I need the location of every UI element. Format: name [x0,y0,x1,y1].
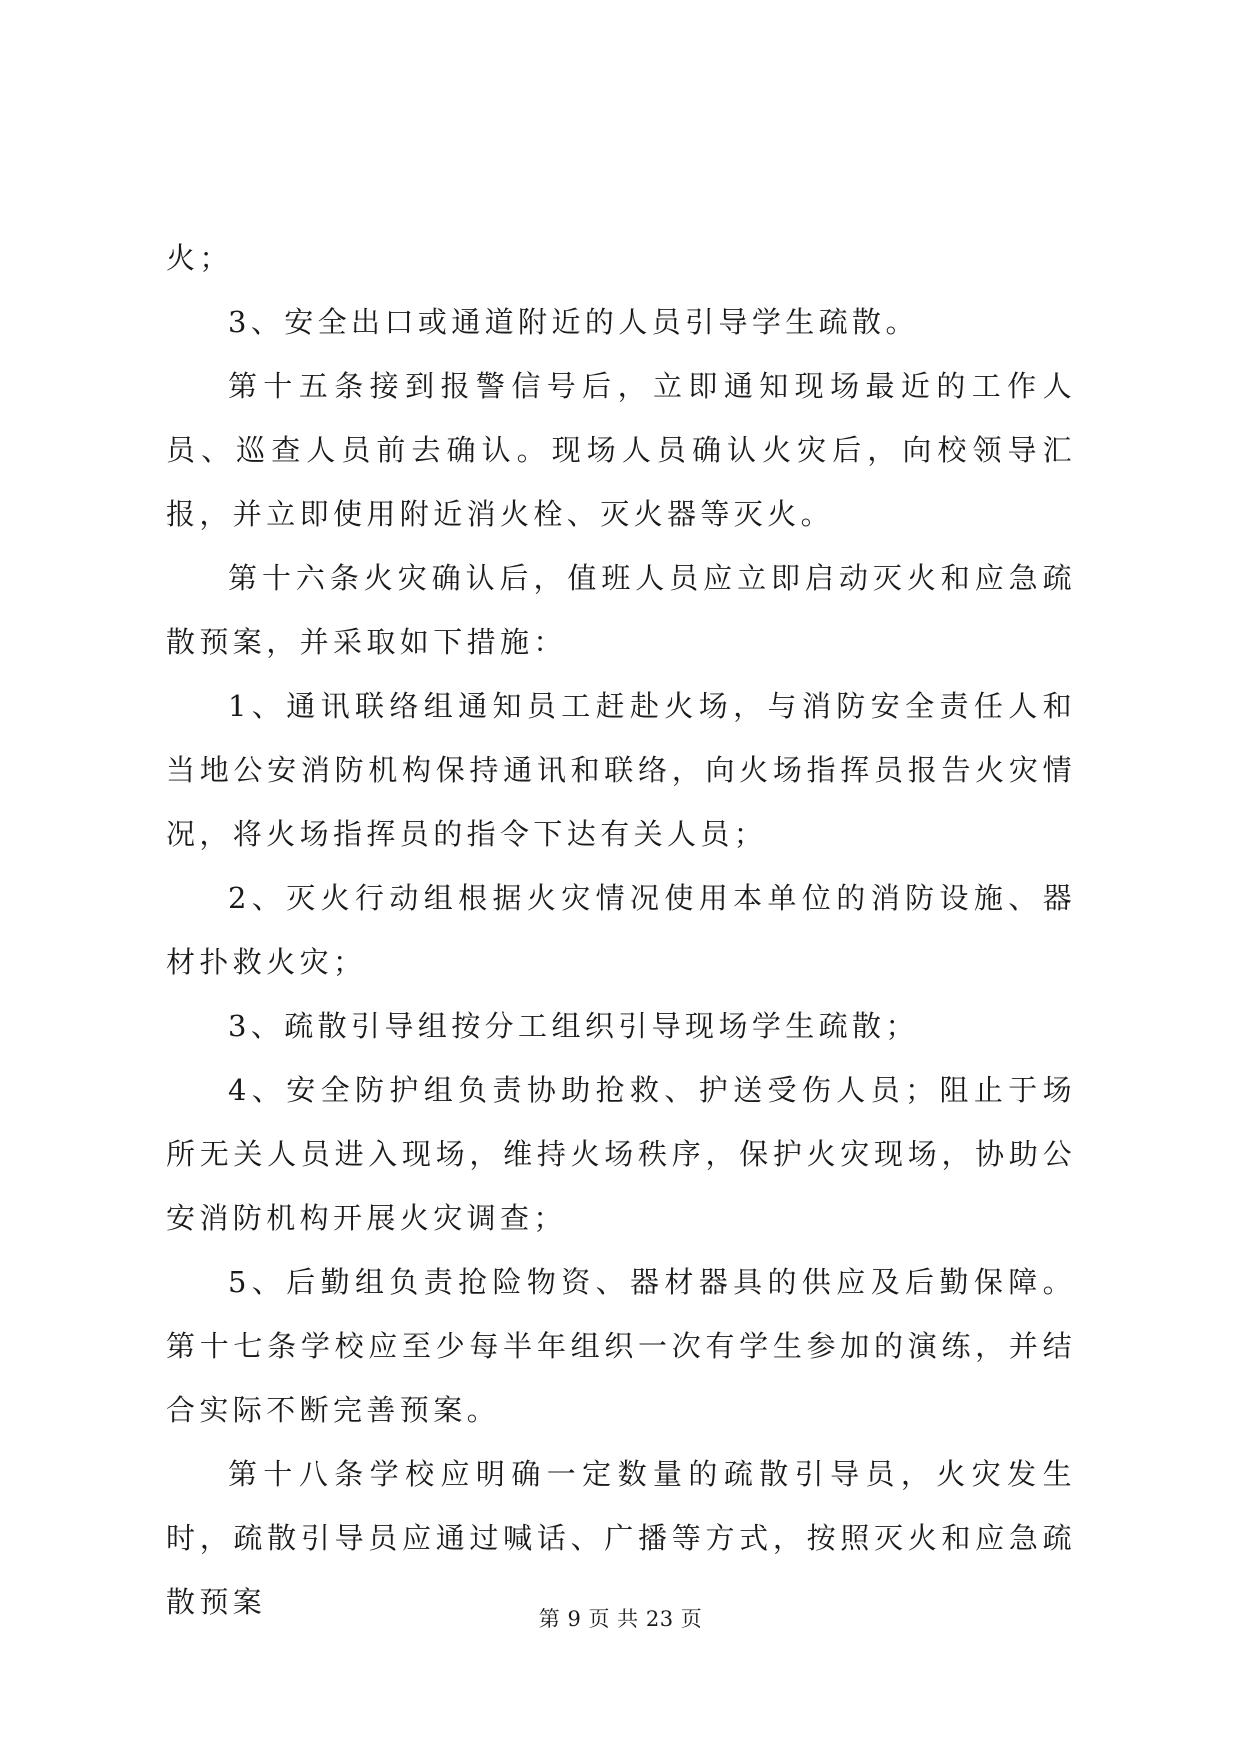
paragraph-10: 第十八条学校应明确一定数量的疏散引导员，火灾发生时，疏散引导员应通过喊话、广播等方式，按照灭火和应急疏散预案 [166,1457,1076,1619]
paragraph-1: 火； [166,241,233,275]
page-footer [0,1604,1241,1634]
paragraph-9: 5、后勤组负责抢险物资、器材器具的供应及后勤保障。第十七条学校应至少每半年组织一次有学生参加的演练，并结合实际不断完善预案。 [166,1265,1076,1427]
paragraph-5: 1、通讯联络组通知员工赶赴火场，与消防安全责任人和当地公安消防机构保持通讯和联络，向火场指挥员报告火灾情况，将火场指挥员的指令下达有关人员； [166,689,1076,851]
paragraph-8: 4、安全防护组负责协助抢救、护送受伤人员；阻止于场所无关人员进入现场，维持火场秩序，保护火灾现场，协助公安消防机构开展火灾调查； [166,1073,1076,1235]
paragraph-4: 第十六条火灾确认后，值班人员应立即启动灭火和应急疏散预案，并采取如下措施： [166,561,1076,659]
paragraph-3: 第十五条接到报警信号后，立即通知现场最近的工作人员、巡查人员前去确认。现场人员确认火灾后，向校领导汇报，并立即使用附近消火栓、灭火器等灭火。 [166,369,1076,531]
paragraph-2: 3、安全出口或通道附近的人员引导学生疏散。 [228,305,919,339]
document-body [166,226,1076,1634]
paragraph-7: 3、疏散引导组按分工组织引导现场学生疏散； [228,1009,919,1043]
paragraph-6: 2、灭火行动组根据火灾情况使用本单位的消防设施、器材扑救火灾； [166,881,1076,979]
page-number-label: 第 9 页 共 23 页 [538,1607,703,1631]
